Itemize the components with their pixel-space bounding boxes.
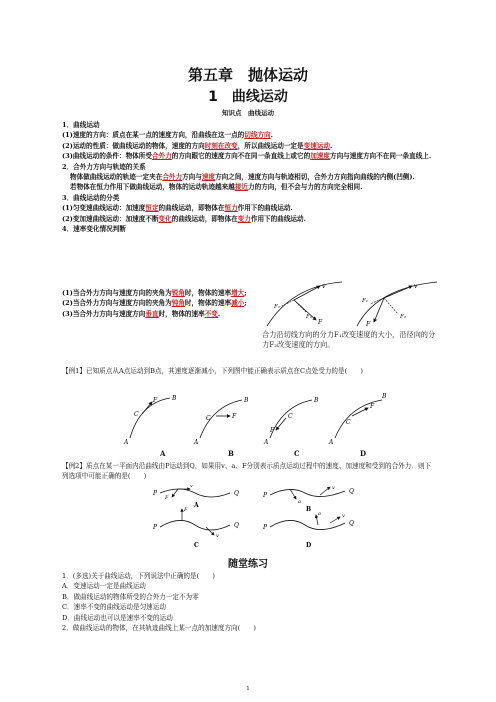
svg-text:Q: Q — [349, 520, 354, 527]
k1-line2: (2)运动的性质：做曲线运动的物体，速度的方向时刻在改变，所以曲线运动一定是变速运动. — [62, 141, 333, 150]
svg-text:C: C — [206, 415, 211, 422]
svg-text:F: F — [165, 495, 169, 501]
example-1-text: 【例1】已知质点从A点运动到B点，其速度逐渐减小，下列图中能正确表示质点在C点处受力的是( ) — [62, 367, 363, 375]
svg-text:B: B — [306, 506, 312, 513]
velocity-arrow-right — [384, 286, 412, 298]
label-v-left: v — [322, 283, 326, 290]
label-f2-left: F₂ — [306, 314, 313, 320]
knowledge-body — [62, 120, 434, 234]
svg-text:A: A — [194, 439, 199, 446]
svg-text:B: B — [382, 393, 387, 400]
practice-questions — [62, 571, 434, 633]
k3-line2: (2)变加速曲线运动：加速度不断变化的曲线运动，即物体在变力作用下的曲线运动. — [62, 214, 306, 223]
section-1-heading: 1．曲线运动 — [62, 121, 100, 129]
svg-text:v: v — [332, 485, 335, 491]
svg-text:v: v — [216, 533, 219, 539]
example-1 — [62, 366, 434, 376]
practice-q2: 2．做曲线运动的物体，在其轨迹曲线上某一点的加速度方向( ) — [62, 624, 256, 633]
svg-text:a: a — [318, 511, 321, 517]
practice-q1: 1．(多选)关于曲线运动，下列说法中正确的是( ) — [62, 572, 215, 580]
example-2-option-a-diagram — [152, 485, 239, 509]
figure-caption: 合力沿切线方向的分力F₁改变速度的大小，沿径向的分力F₂改变速度的方向。 — [262, 330, 436, 349]
force-decomposition-figure — [262, 278, 442, 330]
practice-q1-option-d: D．曲线运动也可以是速率不变的运动 — [62, 613, 173, 622]
svg-text:A: A — [124, 439, 129, 446]
chapter-title: 第五章 抛体运动 — [187, 66, 308, 84]
svg-text:F: F — [232, 413, 237, 420]
label-f2-right: F₂ — [400, 314, 407, 320]
svg-text:B: B — [314, 397, 319, 404]
svg-text:F: F — [370, 403, 375, 410]
page-number: 1 — [246, 686, 250, 692]
trajectory-curve-right — [357, 282, 437, 326]
example-2-options-figure — [150, 485, 360, 553]
knowledge-point-heading: 知识点 曲线运动 — [222, 109, 274, 117]
svg-text:Q: Q — [234, 522, 239, 529]
svg-text:Q: Q — [349, 488, 354, 495]
example-2-option-d-diagram — [262, 511, 354, 549]
k3-line1: (1)匀变速曲线运动：加速度恒定的曲线运动，即物体在恒力作用下的曲线运动. — [62, 204, 293, 213]
ex1-option-d: D — [360, 449, 367, 458]
example-1-option-a-diagram — [123, 395, 177, 446]
svg-text:Q: Q — [234, 490, 239, 497]
example-1-option-c-diagram — [263, 397, 319, 446]
svg-text:P: P — [263, 492, 268, 499]
k4-line3: (3)当合外力方向与速度方向垂直时，物体的速率不变. — [62, 309, 221, 318]
label-v-right: v — [414, 283, 418, 290]
svg-text:A: A — [194, 502, 199, 509]
svg-text:P: P — [263, 524, 268, 531]
example-2-option-c-diagram — [152, 507, 239, 549]
svg-text:P: P — [153, 524, 158, 531]
example-2 — [62, 461, 434, 482]
svg-text:C: C — [346, 419, 351, 426]
svg-text:F: F — [270, 427, 275, 434]
velocity-arrow-left — [294, 286, 320, 300]
example-1-options-figure — [120, 388, 390, 448]
label-f1-left: F₁ — [274, 304, 281, 310]
practice-q1-option-c: C．速率不变的曲线运动是匀速运动 — [62, 603, 166, 612]
k2-line2: 若物体在恒力作用下做曲线运动，物体的运动轨迹越来越接近力的方向，但不会与力的方向完全相同. — [70, 183, 363, 192]
svg-text:A: A — [329, 439, 334, 446]
lesson-title: 1 曲线运动 — [208, 89, 288, 105]
svg-text:P: P — [153, 490, 158, 497]
k2-line1: 物体做曲线运动的轨迹一定夹在合外力方向与速度方向之间，速度方向与轨迹相切，合外力方向指向曲线的内侧(凹侧). — [70, 173, 415, 182]
example-1-option-d-diagram — [328, 393, 387, 446]
svg-text:a: a — [298, 499, 301, 505]
label-f-left: F — [318, 319, 323, 326]
f1-arrow-left — [282, 300, 294, 306]
k4-line1: (1)当合外力方向与速度方向的夹角为锐角时，物体的速率增大; — [62, 289, 247, 297]
ex1-option-b: B — [228, 449, 234, 458]
section-4-heading: 4．速率变化情况判断 — [62, 225, 126, 234]
svg-text:C: C — [288, 413, 293, 420]
svg-text:C: C — [194, 542, 199, 549]
section-3-heading: 3．曲线运动的分类 — [62, 193, 120, 202]
k1-line1: (1)速度的方向：质点在某一点的速度方向，沿曲线在这一点的切线方向. — [62, 131, 273, 140]
label-f-right: F — [366, 321, 371, 328]
f2-arrow-right — [384, 298, 398, 314]
svg-text:C: C — [134, 411, 139, 418]
k1-line3: (3)曲线运动的条件：物体所受合外力的方向跟它的速度方向不在同一条直线上或它的加速度方向与速度方向不在同一条直线上. — [62, 152, 432, 161]
example-1-option-b-diagram — [193, 397, 249, 446]
svg-text:F: F — [184, 507, 188, 513]
section-2-heading: 2．合外力方向与轨迹的关系 — [62, 162, 146, 171]
k4-column — [62, 288, 258, 319]
k4-line2: (2)当合外力方向与速度方向的夹角为钝角时，物体的速率减小; — [62, 299, 247, 308]
ex1-option-a: A — [160, 449, 166, 458]
practice-title: 随堂练习 — [228, 559, 268, 570]
svg-text:v: v — [190, 485, 193, 489]
svg-text:B: B — [244, 397, 249, 404]
label-f1-right: F₁ — [362, 298, 369, 304]
svg-text:B: B — [172, 395, 177, 402]
example-2-text: 【例2】质点在某一平面内沿曲线由P运动到Q，如果用v、a、F分别表示质点运动过程中的速度、加速度和受到的合外力．则下列选项中可能正确的是( ) — [62, 462, 432, 481]
svg-text:v: v — [342, 513, 345, 519]
svg-text:F: F — [153, 397, 158, 404]
example-2-option-b-diagram — [262, 485, 354, 513]
practice-q1-option-b: B．做曲线运动的物体所受的合外力一定不为零 — [62, 592, 199, 601]
practice-q1-option-a: A．变速运动一定是曲线运动 — [62, 582, 146, 591]
svg-text:D: D — [306, 542, 312, 549]
ex1-option-c: C — [294, 449, 300, 458]
svg-text:A: A — [264, 439, 269, 446]
